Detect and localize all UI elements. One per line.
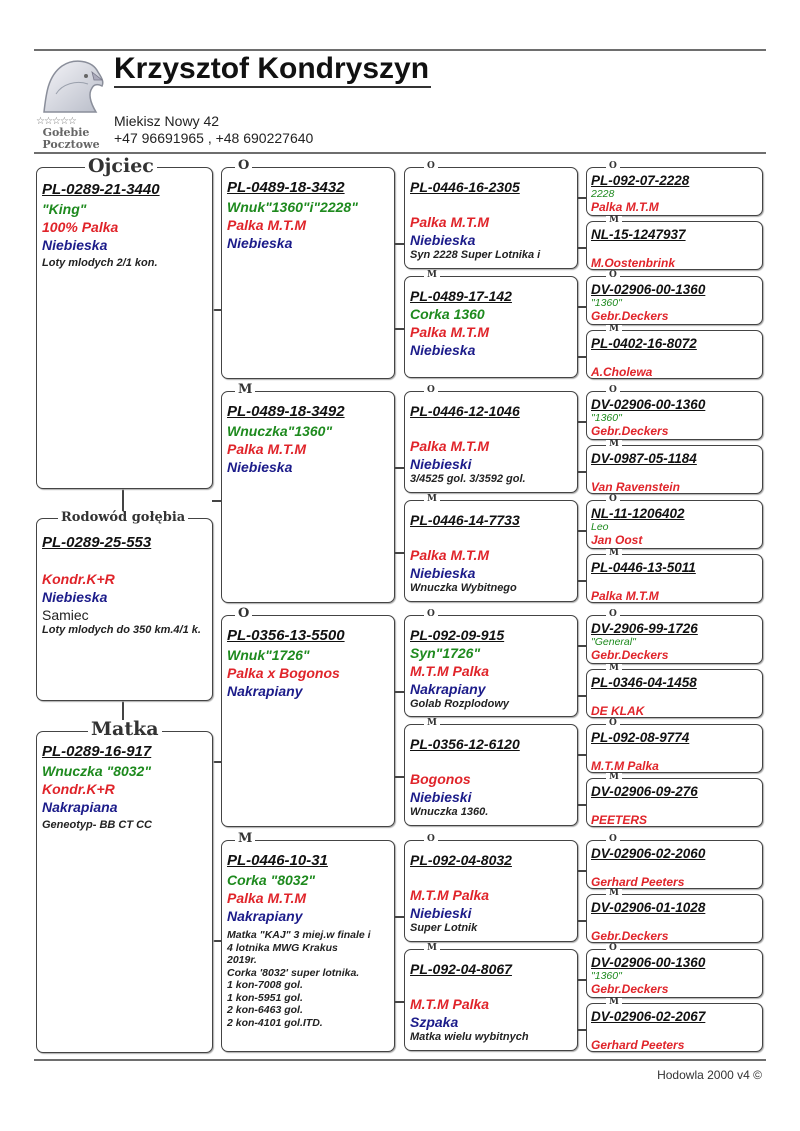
connector xyxy=(578,247,586,249)
ring-number[interactable]: PL-0446-12-1046 xyxy=(410,403,520,419)
sex-legend: O xyxy=(235,159,252,172)
notes xyxy=(227,929,390,1029)
owner-name: Krzysztof Kondryszyn xyxy=(114,52,431,88)
ancestor-card[interactable] xyxy=(586,840,763,889)
breeder: A.Cholewa xyxy=(591,365,653,379)
mother-breeder: Kondr.K+R xyxy=(42,781,115,797)
pigeon-head-icon xyxy=(36,54,106,116)
connector xyxy=(578,645,586,647)
footer-credit: Hodowla 2000 v4 © xyxy=(657,1068,762,1082)
breeder: Palka M.T.M xyxy=(410,438,490,454)
connector xyxy=(578,804,586,806)
sire-dam-card[interactable] xyxy=(221,167,395,379)
breeder: Palka M.T.M xyxy=(591,200,659,214)
ancestor-card[interactable] xyxy=(586,276,763,325)
breeder: Palka M.T.M xyxy=(410,547,490,563)
plumage-color: Niebieska xyxy=(227,235,293,251)
pigeon-name: "1360" xyxy=(591,297,622,309)
sex-legend: M xyxy=(606,664,622,673)
ring-number[interactable]: PL-092-09-915 xyxy=(410,627,505,643)
breeder: M.T.M Palka xyxy=(410,996,490,1012)
plumage-color: Niebieski xyxy=(410,456,472,472)
plumage-color: Nakrapiany xyxy=(410,681,486,697)
father-legend: Ojciec xyxy=(85,157,157,176)
sex-legend: O xyxy=(606,162,620,171)
father-name: "King" xyxy=(42,201,87,217)
connector xyxy=(578,580,586,582)
ancestor-card[interactable] xyxy=(586,949,763,998)
spacer xyxy=(410,529,573,546)
breeder: Gebr.Deckers xyxy=(591,309,669,323)
mother-ring[interactable]: PL-0289-16-917 xyxy=(42,743,152,760)
sire-dam-card[interactable] xyxy=(221,615,395,827)
breeder: Palka M.T.M xyxy=(227,441,307,457)
top-rule xyxy=(34,49,766,51)
ancestor-card[interactable] xyxy=(404,724,578,826)
connector xyxy=(578,920,586,922)
ring-number[interactable]: DV-02906-09-276 xyxy=(591,784,698,799)
ancestor-card[interactable] xyxy=(586,1003,763,1052)
sex-legend: M xyxy=(606,773,622,782)
breeder: Palka x Bogonos xyxy=(227,665,340,681)
sex-legend: M xyxy=(235,383,255,396)
plumage-color: Szpaka xyxy=(410,1014,459,1030)
spacer xyxy=(410,196,573,213)
pigeon-logo xyxy=(36,54,106,151)
sex-legend: O xyxy=(424,162,438,171)
ring-number[interactable]: PL-092-04-8032 xyxy=(410,852,512,868)
ancestor-card[interactable] xyxy=(586,669,763,718)
spacer xyxy=(591,352,758,365)
subject-color: Niebieska xyxy=(42,589,108,605)
father-card[interactable] xyxy=(36,167,213,489)
connector xyxy=(578,471,586,473)
breeder: Gebr.Deckers xyxy=(591,424,669,438)
note-line: 1 kon-7008 gol. xyxy=(227,979,303,991)
breeder: PEETERS xyxy=(591,813,648,827)
sex-legend: M xyxy=(606,998,622,1007)
plumage-color: Niebieska xyxy=(227,459,293,475)
ring-number[interactable]: DV-02906-02-2060 xyxy=(591,846,706,861)
pigeon-name: "General" xyxy=(591,636,636,648)
pigeon-name: Wnuk"1726" xyxy=(227,647,310,663)
breeder: Palka M.T.M xyxy=(227,217,307,233)
note-line: 2 kon-4101 gol.ITD. xyxy=(227,1016,323,1029)
ring-number[interactable]: PL-0446-14-7733 xyxy=(410,512,520,528)
breeder: Gebr.Deckers xyxy=(591,648,669,662)
subject-breeder: Kondr.K+R xyxy=(42,571,115,587)
logo-text-line2: Pocztowe xyxy=(42,138,100,151)
ring-number[interactable]: PL-092-04-8067 xyxy=(410,961,512,977)
note-line: 2 kon-6463 gol. xyxy=(227,1004,303,1016)
note-line: Matka "KAJ" 3 miej.w finale i xyxy=(227,929,371,941)
sex-legend: M xyxy=(424,944,440,953)
note: Wnuczka Wybitnego xyxy=(410,582,517,594)
breeder: M.Oostenbrink xyxy=(591,256,676,270)
spacer xyxy=(591,916,758,929)
note-line: 2019r. xyxy=(227,954,257,966)
sire-dam-card[interactable] xyxy=(221,391,395,603)
sex-legend: M xyxy=(424,271,440,280)
ancestor-card[interactable] xyxy=(404,167,578,269)
ancestor-card[interactable] xyxy=(404,500,578,602)
connector xyxy=(578,754,586,756)
subject-note: Loty mlodych do 350 km.4/1 k. xyxy=(42,624,201,636)
breeder: Gebr.Deckers xyxy=(591,929,669,943)
ancestor-card[interactable] xyxy=(404,840,578,942)
sex-legend: M xyxy=(424,495,440,504)
ring-number[interactable]: DV-02906-01-1028 xyxy=(591,900,706,915)
sex-legend: M xyxy=(606,440,622,449)
ancestor-card[interactable] xyxy=(586,167,763,216)
sex-legend: M xyxy=(606,549,622,558)
subject-ring[interactable]: PL-0289-25-553 xyxy=(42,534,152,551)
note: Golab Rozplodowy xyxy=(410,698,509,710)
spacer xyxy=(591,576,758,589)
pigeon-name: Wnuczka"1360" xyxy=(227,423,333,439)
ring-number[interactable]: PL-0489-18-3432 xyxy=(227,179,345,196)
sex-legend: O xyxy=(606,610,620,619)
father-color: Niebieska xyxy=(42,237,108,253)
breeder: M.T.M Palka xyxy=(410,663,490,679)
owner-phones: +47 96691965 , +48 690227640 xyxy=(114,130,314,146)
breeder: Gerhard Peeters xyxy=(591,1038,685,1052)
ring-number[interactable]: PL-0346-04-1458 xyxy=(591,675,697,690)
ancestor-card[interactable] xyxy=(404,391,578,493)
breeder: Jan Oost xyxy=(591,533,643,547)
note-line: Corka '8032' super lotnika. xyxy=(227,966,360,979)
mother-card[interactable] xyxy=(36,731,213,1053)
connector xyxy=(578,1029,586,1031)
spacer xyxy=(410,869,573,886)
ring-number[interactable]: NL-11-1206402 xyxy=(591,506,685,521)
sex-legend: O xyxy=(606,835,620,844)
connector xyxy=(578,306,586,308)
sex-legend: O xyxy=(606,719,620,728)
pigeon-name: Syn"1726" xyxy=(410,645,481,661)
header-rule xyxy=(34,152,766,154)
logo-text-line1: Gołebie xyxy=(42,126,90,139)
ancestor-card[interactable] xyxy=(404,276,578,378)
spacer xyxy=(591,862,758,875)
plumage-color: Niebieska xyxy=(410,232,476,248)
spacer xyxy=(410,753,573,770)
plumage-color: Nakrapiany xyxy=(227,683,303,699)
pigeon-name: Leo xyxy=(591,521,609,533)
ring-number[interactable]: PL-0489-18-3492 xyxy=(227,403,345,420)
connector xyxy=(578,695,586,697)
ring-number[interactable]: DV-2906-99-1726 xyxy=(591,621,698,636)
spacer xyxy=(591,243,758,256)
ring-number[interactable]: PL-0356-13-5500 xyxy=(227,627,345,644)
sex-legend: O xyxy=(606,386,620,395)
mother-legend: Matka xyxy=(88,720,162,739)
spacer xyxy=(591,800,758,813)
sex-legend: M xyxy=(235,832,255,845)
breeder: Gebr.Deckers xyxy=(591,982,669,996)
sex-legend: O xyxy=(235,607,252,620)
connector xyxy=(578,197,586,199)
breeder: Palka M.T.M xyxy=(410,324,490,340)
ring-number[interactable]: DV-02906-02-2067 xyxy=(591,1009,706,1024)
spacer xyxy=(591,1025,758,1038)
sex-legend: O xyxy=(424,835,438,844)
breeder: M.T.M Palka xyxy=(410,887,490,903)
ancestor-card[interactable] xyxy=(586,554,763,603)
mother-note: Geneotyp- BB CT CC xyxy=(42,819,152,831)
connector xyxy=(578,356,586,358)
plumage-color: Nakrapiany xyxy=(227,908,303,924)
sex-legend: M xyxy=(606,216,622,225)
breeder: Gerhard Peeters xyxy=(591,875,685,889)
note-line: 1 kon-5951 gol. xyxy=(227,991,303,1004)
spacer xyxy=(591,691,758,704)
pigeon-name: Corka 1360 xyxy=(410,306,485,322)
sex-legend: M xyxy=(424,719,440,728)
note: Wnuczka 1360. xyxy=(410,806,489,818)
ring-number[interactable]: NL-15-1247937 xyxy=(591,227,686,242)
sex-legend: O xyxy=(424,386,438,395)
sex-legend: O xyxy=(606,944,620,953)
ring-number[interactable]: PL-0446-13-5011 xyxy=(591,560,696,575)
ring-number[interactable]: DV-02906-00-1360 xyxy=(591,397,706,412)
ring-number[interactable]: PL-0446-10-31 xyxy=(227,852,328,869)
ring-number[interactable]: DV-0987-05-1184 xyxy=(591,451,697,466)
sex-legend: O xyxy=(606,495,620,504)
ancestor-card[interactable] xyxy=(586,500,763,549)
ring-number[interactable]: PL-0489-17-142 xyxy=(410,288,512,304)
note: 3/4525 gol. 3/3592 gol. xyxy=(410,473,526,485)
connector xyxy=(578,870,586,872)
breeder: Palka M.T.M xyxy=(591,589,659,603)
note: Matka wielu wybitnych xyxy=(410,1031,529,1043)
breeder: Palka M.T.M xyxy=(410,214,490,230)
mother-color: Nakrapiana xyxy=(42,799,118,815)
ancestor-card[interactable] xyxy=(586,724,763,773)
sex-legend: M xyxy=(606,889,622,898)
plumage-color: Niebieska xyxy=(410,565,476,581)
connector xyxy=(578,530,586,532)
ring-number[interactable]: PL-0446-16-2305 xyxy=(410,179,520,195)
pigeon-name: "1360" xyxy=(591,970,622,982)
subject-legend: Rodowód gołębia xyxy=(58,511,188,524)
mother-name: Wnuczka "8032" xyxy=(42,763,151,779)
ancestor-card[interactable] xyxy=(586,330,763,379)
ancestor-card[interactable] xyxy=(586,615,763,664)
father-ring[interactable]: PL-0289-21-3440 xyxy=(42,181,160,198)
breeder: M.T.M Palka xyxy=(591,759,659,773)
father-note: Loty mlodych 2/1 kon. xyxy=(42,257,158,269)
plumage-color: Niebieska xyxy=(410,342,476,358)
ring-number[interactable]: DV-02906-00-1360 xyxy=(591,282,706,297)
ancestor-card[interactable] xyxy=(586,778,763,827)
ancestor-card[interactable] xyxy=(586,894,763,943)
ancestor-card[interactable] xyxy=(586,221,763,270)
sire-dam-card[interactable] xyxy=(221,840,395,1052)
father-breeder: 100% Palka xyxy=(42,219,119,235)
pigeon-name: Corka "8032" xyxy=(227,872,315,888)
spacer xyxy=(591,746,758,759)
pigeon-name: Wnuk"1360"i"2228" xyxy=(227,199,358,215)
plumage-color: Niebieski xyxy=(410,905,472,921)
note: Super Lotnik xyxy=(410,922,478,934)
subject-card[interactable] xyxy=(36,518,213,701)
connector xyxy=(578,421,586,423)
breeder: DE KLAK xyxy=(591,704,645,718)
sex-legend: M xyxy=(606,325,622,334)
ring-number[interactable]: PL-092-07-2228 xyxy=(591,173,690,188)
ancestor-card[interactable] xyxy=(404,949,578,1051)
ancestor-card[interactable] xyxy=(404,615,578,717)
ring-number[interactable]: PL-0356-12-6120 xyxy=(410,736,520,752)
logo-stars: ☆☆☆☆☆ xyxy=(36,116,76,127)
ancestor-card[interactable] xyxy=(586,391,763,440)
pigeon-name: "1360" xyxy=(591,412,622,424)
note: Syn 2228 Super Lotnika i xyxy=(410,249,541,261)
pigeon-name: 2228 xyxy=(591,188,615,200)
connector xyxy=(578,979,586,981)
ring-number[interactable]: DV-02906-00-1360 xyxy=(591,955,706,970)
ancestor-card[interactable] xyxy=(586,445,763,494)
bottom-rule xyxy=(34,1059,766,1061)
owner-address: Miekisz Nowy 42 xyxy=(114,113,220,129)
ring-number[interactable]: PL-0402-16-8072 xyxy=(591,336,697,351)
spacer xyxy=(410,420,573,437)
note-line: 4 lotnika MWG Krakus xyxy=(227,941,338,954)
subject-sex: Samiec xyxy=(42,607,89,623)
breeder: Bogonos xyxy=(410,771,471,787)
breeder: Palka M.T.M xyxy=(227,890,307,906)
breeder: Van Ravenstein xyxy=(591,480,680,494)
spacer xyxy=(410,978,573,995)
plumage-color: Niebieski xyxy=(410,789,472,805)
spacer xyxy=(591,467,758,480)
sex-legend: O xyxy=(606,271,620,280)
ring-number[interactable]: PL-092-08-9774 xyxy=(591,730,690,745)
sex-legend: O xyxy=(424,610,438,619)
